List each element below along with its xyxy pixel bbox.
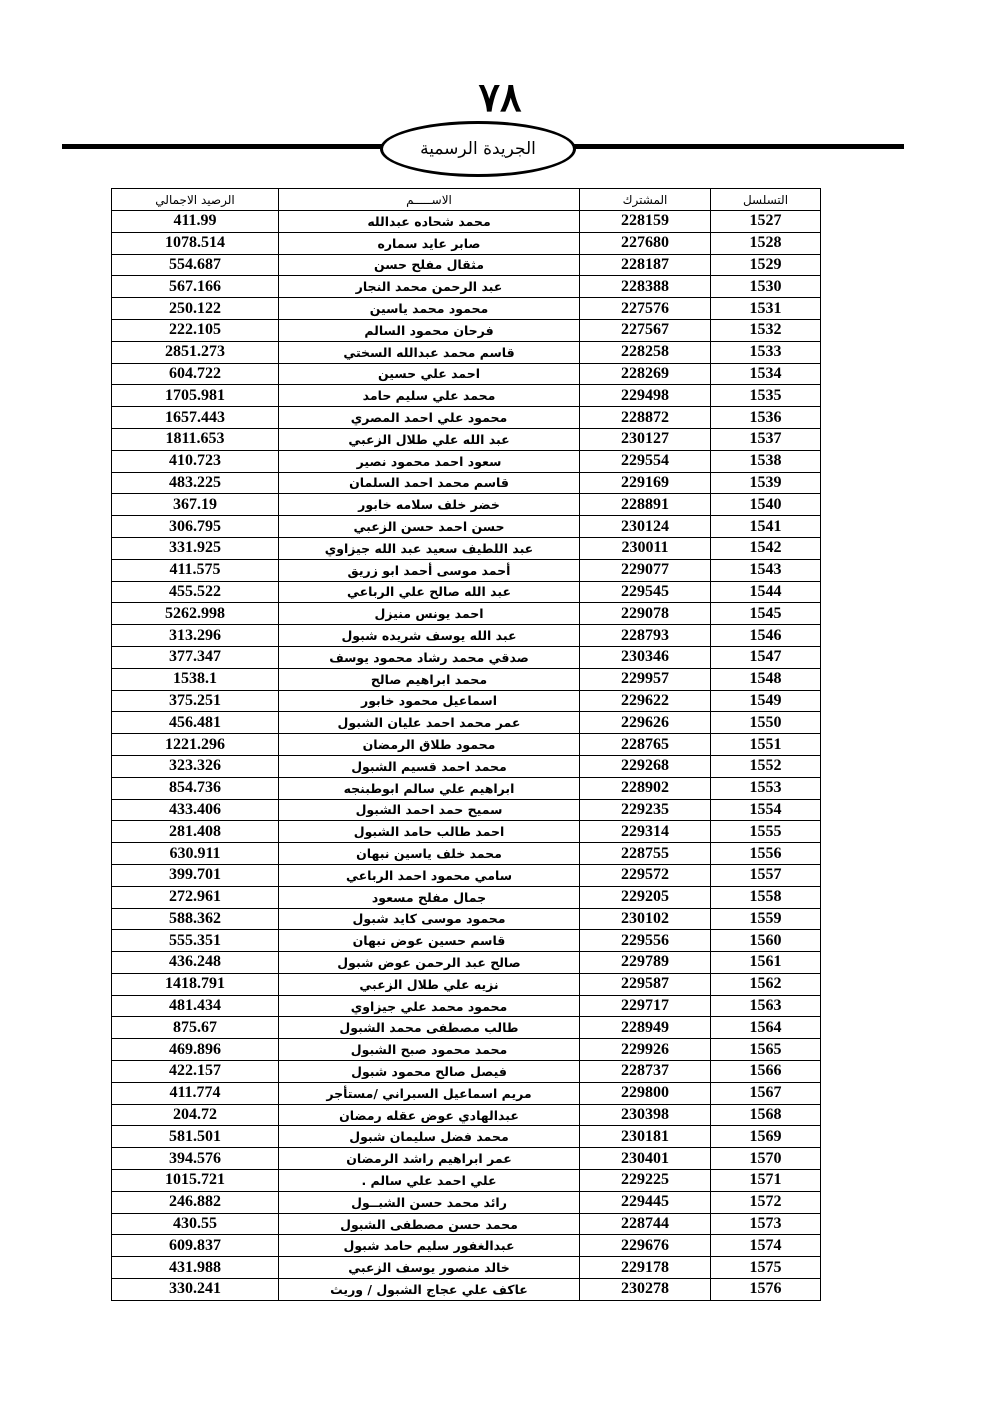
table-row — [112, 494, 821, 516]
subscriber-cell: 230124 — [580, 516, 711, 538]
table-row — [112, 755, 821, 777]
balance-cell: 5262.998 — [112, 603, 279, 625]
name-cell: عمر محمد احمد عليان الشبول — [279, 712, 580, 734]
subscriber-cell: 228793 — [580, 625, 711, 647]
table-row — [112, 385, 821, 407]
balance-cell: 555.351 — [112, 930, 279, 952]
name-cell: محمد خلف ياسين نبهان — [279, 843, 580, 865]
name-cell: قاسم حسين عوض نبهان — [279, 930, 580, 952]
serial-cell: 1554 — [711, 799, 821, 821]
subscriber-cell: 229268 — [580, 755, 711, 777]
balance-cell: 430.55 — [112, 1213, 279, 1235]
name-cell: محمود موسى كايد شبول — [279, 908, 580, 930]
table-row — [112, 537, 821, 559]
serial-cell: 1555 — [711, 821, 821, 843]
subscriber-cell: 228388 — [580, 276, 711, 298]
balance-cell: 1705.981 — [112, 385, 279, 407]
balance-cell: 367.19 — [112, 494, 279, 516]
table-row — [112, 341, 821, 363]
serial-cell: 1539 — [711, 472, 821, 494]
subscriber-cell: 229314 — [580, 821, 711, 843]
name-cell: سميح حمد احمد الشبول — [279, 799, 580, 821]
table-row — [112, 821, 821, 843]
header-subscriber: المشترك — [580, 189, 711, 211]
serial-cell: 1536 — [711, 407, 821, 429]
table-row — [112, 1061, 821, 1083]
balance-cell: 609.837 — [112, 1235, 279, 1257]
serial-cell: 1557 — [711, 864, 821, 886]
table-row — [112, 450, 821, 472]
serial-cell: 1575 — [711, 1257, 821, 1279]
serial-cell: 1560 — [711, 930, 821, 952]
serial-cell: 1548 — [711, 668, 821, 690]
table-row — [112, 995, 821, 1017]
balance-cell: 554.687 — [112, 254, 279, 276]
table-row — [112, 712, 821, 734]
table-row — [112, 472, 821, 494]
name-cell: فرحان محمود السالم — [279, 319, 580, 341]
name-cell: ابراهيم علي سالم ابوطبنجه — [279, 777, 580, 799]
name-cell: محمود طلاق الرمضان — [279, 734, 580, 756]
subscriber-cell: 230102 — [580, 908, 711, 930]
subscriber-cell: 229169 — [580, 472, 711, 494]
name-cell: مثقال مفلح حسن — [279, 254, 580, 276]
name-cell: خضر خلف سلامه خابور — [279, 494, 580, 516]
balance-cell: 411.575 — [112, 559, 279, 581]
balance-cell: 431.988 — [112, 1257, 279, 1279]
balance-cell: 854.736 — [112, 777, 279, 799]
subscriber-cell: 229225 — [580, 1170, 711, 1192]
table-row — [112, 908, 821, 930]
subscriber-cell: 229178 — [580, 1257, 711, 1279]
balance-cell: 422.157 — [112, 1061, 279, 1083]
table-row — [112, 428, 821, 450]
subscriber-cell: 229622 — [580, 690, 711, 712]
table-row — [112, 254, 821, 276]
header-serial: التسلسل — [711, 189, 821, 211]
subscriber-cell: 229676 — [580, 1235, 711, 1257]
serial-cell: 1552 — [711, 755, 821, 777]
name-cell: عاكف علي عجاج الشبول / وريث — [279, 1279, 580, 1301]
balance-cell: 1418.791 — [112, 973, 279, 995]
name-cell: عبد الرحمن محمد النجار — [279, 276, 580, 298]
name-cell: محمد ابراهيم صالح — [279, 668, 580, 690]
table-row — [112, 777, 821, 799]
balance-cell: 604.722 — [112, 363, 279, 385]
name-cell: نزيه علي طلال الزعبي — [279, 973, 580, 995]
subscriber-cell: 229235 — [580, 799, 711, 821]
name-cell: عبدالغفور سليم حامد شبول — [279, 1235, 580, 1257]
balance-cell: 204.72 — [112, 1104, 279, 1126]
table-row — [112, 559, 821, 581]
balance-cell: 630.911 — [112, 843, 279, 865]
name-cell: عبد الله علي طلال الزعبي — [279, 428, 580, 450]
name-cell: اسماعيل محمود خابور — [279, 690, 580, 712]
balance-cell: 331.925 — [112, 537, 279, 559]
subscriber-cell: 229587 — [580, 973, 711, 995]
subscriber-cell: 228755 — [580, 843, 711, 865]
table-row — [112, 1104, 821, 1126]
balance-cell: 481.434 — [112, 995, 279, 1017]
subscriber-cell: 229789 — [580, 952, 711, 974]
name-cell: محمد حسن مصطفى الشبول — [279, 1213, 580, 1235]
name-cell: عبدالهادي عوض عقله رمضان — [279, 1104, 580, 1126]
serial-cell: 1534 — [711, 363, 821, 385]
balance-cell: 375.251 — [112, 690, 279, 712]
serial-cell: 1544 — [711, 581, 821, 603]
name-cell: فيصل صالح محمود شبول — [279, 1061, 580, 1083]
serial-cell: 1533 — [711, 341, 821, 363]
serial-cell: 1540 — [711, 494, 821, 516]
subscriber-cell: 229556 — [580, 930, 711, 952]
balance-cell: 469.896 — [112, 1039, 279, 1061]
subscriber-cell: 230127 — [580, 428, 711, 450]
serial-cell: 1538 — [711, 450, 821, 472]
name-cell: محمد محمود صبح الشبول — [279, 1039, 580, 1061]
table-row — [112, 690, 821, 712]
serial-cell: 1550 — [711, 712, 821, 734]
table-row — [112, 363, 821, 385]
table-row — [112, 1039, 821, 1061]
serial-cell: 1546 — [711, 625, 821, 647]
balance-cell: 433.406 — [112, 799, 279, 821]
name-cell: احمد يونس منيزل — [279, 603, 580, 625]
serial-cell: 1542 — [711, 537, 821, 559]
serial-cell: 1529 — [711, 254, 821, 276]
serial-cell: 1565 — [711, 1039, 821, 1061]
balance-cell: 1538.1 — [112, 668, 279, 690]
subscriber-cell: 229445 — [580, 1191, 711, 1213]
serial-cell: 1566 — [711, 1061, 821, 1083]
name-cell: محمد شحاده عبدالله — [279, 211, 580, 233]
serial-cell: 1574 — [711, 1235, 821, 1257]
name-cell: مريم اسماعيل السبراني /مستأجر — [279, 1082, 580, 1104]
subscriber-cell: 228765 — [580, 734, 711, 756]
balance-cell: 377.347 — [112, 646, 279, 668]
balance-cell: 588.362 — [112, 908, 279, 930]
table-row — [112, 973, 821, 995]
header-balance: الرصيد الاجمالي — [112, 189, 279, 211]
subscriber-cell: 230346 — [580, 646, 711, 668]
subscriber-cell: 229205 — [580, 886, 711, 908]
balance-cell: 410.723 — [112, 450, 279, 472]
table-row — [112, 799, 821, 821]
subscriber-cell: 228744 — [580, 1213, 711, 1235]
subscriber-cell: 229077 — [580, 559, 711, 581]
balance-cell: 581.501 — [112, 1126, 279, 1148]
serial-cell: 1570 — [711, 1148, 821, 1170]
balance-cell: 567.166 — [112, 276, 279, 298]
name-cell: رائد محمد حسن الشبــول — [279, 1191, 580, 1213]
name-cell: عبد الله يوسف شريده شبول — [279, 625, 580, 647]
serial-cell: 1558 — [711, 886, 821, 908]
serial-cell: 1543 — [711, 559, 821, 581]
serial-cell: 1553 — [711, 777, 821, 799]
balance-cell: 394.576 — [112, 1148, 279, 1170]
serial-cell: 1541 — [711, 516, 821, 538]
table-row — [112, 232, 821, 254]
serial-cell: 1532 — [711, 319, 821, 341]
serial-cell: 1528 — [711, 232, 821, 254]
name-cell: صالح عبد الرحمن عوض شبول — [279, 952, 580, 974]
balance-cell: 1221.296 — [112, 734, 279, 756]
balance-cell: 246.882 — [112, 1191, 279, 1213]
table-row — [112, 1191, 821, 1213]
balance-cell: 1078.514 — [112, 232, 279, 254]
table-row — [112, 864, 821, 886]
balance-cell: 222.105 — [112, 319, 279, 341]
table-row — [112, 734, 821, 756]
table-row — [112, 211, 821, 233]
balance-cell: 411.99 — [112, 211, 279, 233]
subscriber-cell: 229554 — [580, 450, 711, 472]
balance-cell: 250.122 — [112, 298, 279, 320]
serial-cell: 1573 — [711, 1213, 821, 1235]
table-row — [112, 1213, 821, 1235]
table-row — [112, 1148, 821, 1170]
subscriber-cell: 229800 — [580, 1082, 711, 1104]
subscriber-cell: 229717 — [580, 995, 711, 1017]
balance-cell: 1811.653 — [112, 428, 279, 450]
subscriber-cell: 228891 — [580, 494, 711, 516]
serial-cell: 1561 — [711, 952, 821, 974]
table-row — [112, 516, 821, 538]
name-cell: احمد علي حسين — [279, 363, 580, 385]
name-cell: عمر ابراهيم راشد الرمضان — [279, 1148, 580, 1170]
table-row — [112, 668, 821, 690]
balance-cell: 456.481 — [112, 712, 279, 734]
name-cell: قاسم محمد عبدالله السختي — [279, 341, 580, 363]
name-cell: علي احمد علي سالم . — [279, 1170, 580, 1192]
name-cell: قاسم محمد احمد السلمان — [279, 472, 580, 494]
subscriber-cell: 228187 — [580, 254, 711, 276]
serial-cell: 1572 — [711, 1191, 821, 1213]
balance-cell: 281.408 — [112, 821, 279, 843]
serial-cell: 1545 — [711, 603, 821, 625]
name-cell: محمد فضل سليمان شبول — [279, 1126, 580, 1148]
name-cell: محمد احمد قسيم الشبول — [279, 755, 580, 777]
name-cell: خالد منصور يوسف الزعبي — [279, 1257, 580, 1279]
serial-cell: 1547 — [711, 646, 821, 668]
subscriber-cell: 229545 — [580, 581, 711, 603]
table-row — [112, 646, 821, 668]
table-row — [112, 1279, 821, 1301]
serial-cell: 1562 — [711, 973, 821, 995]
balance-cell: 1657.443 — [112, 407, 279, 429]
serial-cell: 1576 — [711, 1279, 821, 1301]
subscriber-cell: 227680 — [580, 232, 711, 254]
subscriber-cell: 228902 — [580, 777, 711, 799]
subscriber-cell: 230011 — [580, 537, 711, 559]
subscriber-cell: 230401 — [580, 1148, 711, 1170]
subscriber-cell: 229078 — [580, 603, 711, 625]
table-row — [112, 1082, 821, 1104]
name-cell: عبد اللطيف سعيد عبد الله جيزاوي — [279, 537, 580, 559]
serial-cell: 1535 — [711, 385, 821, 407]
subscriber-cell: 230278 — [580, 1279, 711, 1301]
name-cell: حسن احمد حسن الزعبي — [279, 516, 580, 538]
subscriber-cell: 227576 — [580, 298, 711, 320]
subscriber-cell: 229572 — [580, 864, 711, 886]
gazette-title: الجريدة الرسمية — [420, 139, 536, 159]
balance-cell: 1015.721 — [112, 1170, 279, 1192]
serial-cell: 1568 — [711, 1104, 821, 1126]
balance-cell: 330.241 — [112, 1279, 279, 1301]
name-cell: جمال مفلح مسعود — [279, 886, 580, 908]
name-cell: طالب مصطفى محمد الشبول — [279, 1017, 580, 1039]
balance-cell: 436.248 — [112, 952, 279, 974]
table-row — [112, 930, 821, 952]
page-number: ٧٨ — [478, 74, 522, 121]
subscriber-cell: 228258 — [580, 341, 711, 363]
subscriber-cell: 229498 — [580, 385, 711, 407]
name-cell: محمود محمد علي جيزاوي — [279, 995, 580, 1017]
table-row — [112, 1017, 821, 1039]
balance-cell: 411.774 — [112, 1082, 279, 1104]
name-cell: محمود علي احمد المصري — [279, 407, 580, 429]
serial-cell: 1571 — [711, 1170, 821, 1192]
serial-cell: 1527 — [711, 211, 821, 233]
table-row — [112, 603, 821, 625]
table-row — [112, 276, 821, 298]
name-cell: سامي محمود احمد الرباعي — [279, 864, 580, 886]
subscriber-cell: 228872 — [580, 407, 711, 429]
gazette-title-oval — [380, 121, 576, 177]
name-cell: احمد طالب حامد الشبول — [279, 821, 580, 843]
balance-cell: 875.67 — [112, 1017, 279, 1039]
table-row — [112, 319, 821, 341]
balance-cell: 272.961 — [112, 886, 279, 908]
name-cell: أحمد موسى أحمد ابو زريق — [279, 559, 580, 581]
balance-cell: 323.326 — [112, 755, 279, 777]
name-cell: صدقي محمد رشاد محمود يوسف — [279, 646, 580, 668]
balance-cell: 313.296 — [112, 625, 279, 647]
table-row — [112, 843, 821, 865]
serial-cell: 1530 — [711, 276, 821, 298]
serial-cell: 1559 — [711, 908, 821, 930]
table-row — [112, 1170, 821, 1192]
table-row — [112, 625, 821, 647]
subscriber-cell: 230398 — [580, 1104, 711, 1126]
name-cell: صابر عايد سماره — [279, 232, 580, 254]
table-row — [112, 1235, 821, 1257]
subscriber-cell: 229957 — [580, 668, 711, 690]
balance-cell: 483.225 — [112, 472, 279, 494]
table-row — [112, 581, 821, 603]
name-cell: محمود محمد ياسين — [279, 298, 580, 320]
name-cell: محمد علي سليم حامد — [279, 385, 580, 407]
subscriber-cell: 230181 — [580, 1126, 711, 1148]
subscriber-cell: 229926 — [580, 1039, 711, 1061]
balance-cell: 2851.273 — [112, 341, 279, 363]
subscriber-cell: 229626 — [580, 712, 711, 734]
name-cell: عبد الله صالح علي الرباعي — [279, 581, 580, 603]
subscriber-cell: 228737 — [580, 1061, 711, 1083]
table-row — [112, 952, 821, 974]
records-body — [112, 211, 821, 1301]
subscriber-cell: 228159 — [580, 211, 711, 233]
serial-cell: 1537 — [711, 428, 821, 450]
table-row — [112, 1257, 821, 1279]
serial-cell: 1563 — [711, 995, 821, 1017]
serial-cell: 1556 — [711, 843, 821, 865]
balance-cell: 455.522 — [112, 581, 279, 603]
table-header-row — [112, 189, 821, 211]
header-name: الاســـــم — [279, 189, 580, 211]
records-table — [111, 188, 821, 1301]
table-row — [112, 298, 821, 320]
subscriber-cell: 227567 — [580, 319, 711, 341]
table-row — [112, 407, 821, 429]
serial-cell: 1564 — [711, 1017, 821, 1039]
serial-cell: 1531 — [711, 298, 821, 320]
subscriber-cell: 228949 — [580, 1017, 711, 1039]
serial-cell: 1567 — [711, 1082, 821, 1104]
name-cell: سعود احمد محمود نصير — [279, 450, 580, 472]
serial-cell: 1549 — [711, 690, 821, 712]
serial-cell: 1551 — [711, 734, 821, 756]
serial-cell: 1569 — [711, 1126, 821, 1148]
table-row — [112, 1126, 821, 1148]
balance-cell: 306.795 — [112, 516, 279, 538]
table-row — [112, 886, 821, 908]
balance-cell: 399.701 — [112, 864, 279, 886]
subscriber-cell: 228269 — [580, 363, 711, 385]
